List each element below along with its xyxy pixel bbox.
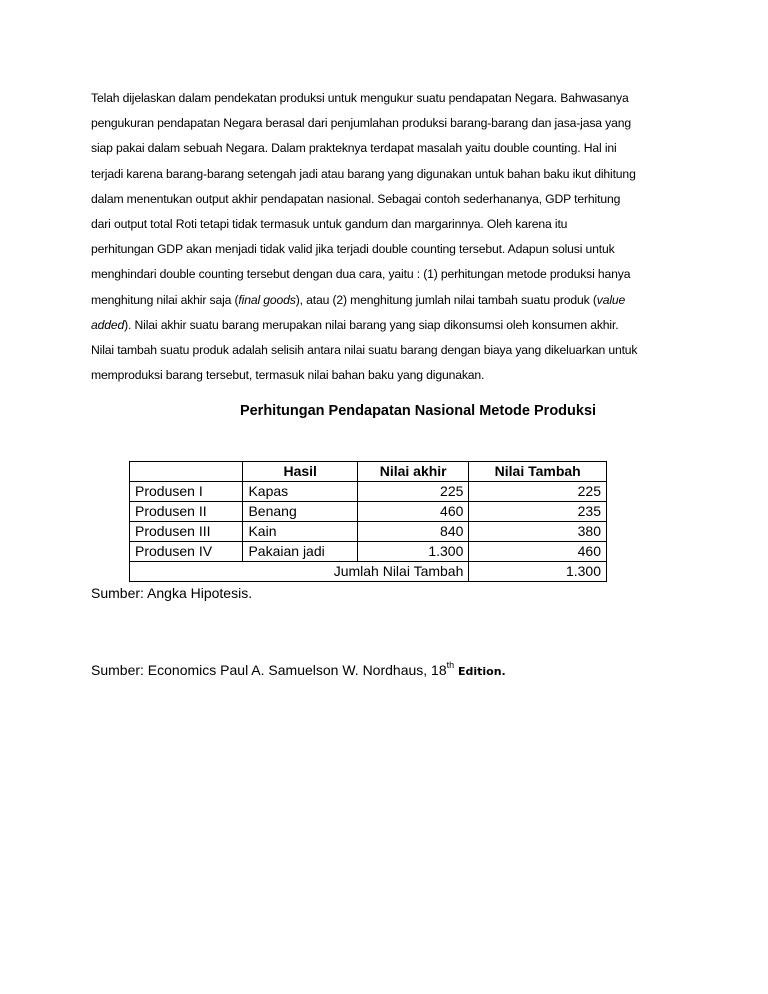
table-cell: 840 bbox=[357, 522, 468, 542]
table-row bbox=[130, 502, 607, 522]
header-cell: Hasil bbox=[243, 462, 357, 482]
italic-term: final goods bbox=[238, 292, 296, 307]
italic-term: added bbox=[91, 317, 125, 332]
paragraph-text: ). Nilai akhir suatu barang merupakan nilai barang yang siap dikonsumsi oleh konsumen akhir. bbox=[124, 317, 619, 332]
table-cell: 1.300 bbox=[357, 542, 468, 562]
table-row bbox=[130, 542, 607, 562]
table-cell: 460 bbox=[469, 542, 607, 562]
source-note: Sumber: Angka Hipotesis. bbox=[91, 585, 253, 601]
source-citation bbox=[91, 662, 506, 678]
table-cell: Kain bbox=[243, 522, 357, 542]
total-value: 1.300 bbox=[469, 562, 607, 582]
table-total-row bbox=[130, 562, 607, 582]
total-label: Jumlah Nilai Tambah bbox=[130, 562, 469, 582]
paragraph-line: Nilai tambah suatu produk adalah selisih antara nilai suatu barang dengan biaya yang dikeluarkan untuk bbox=[91, 343, 638, 358]
paragraph-line bbox=[91, 288, 691, 313]
citation-text: Sumber: Economics Paul A. Samuelson W. Nordhaus, 18 bbox=[91, 662, 447, 678]
paragraph-line: siap pakai dalam sebuah Negara. Dalam prakteknya terdapat masalah yaitu double counting. Hal ini bbox=[91, 141, 617, 156]
paragraph-line: memproduksi barang tersebut, termasuk nilai bahan baku yang digunakan. bbox=[91, 368, 485, 383]
paragraph-line: dalam menentukan output akhir pendapatan nasional. Sebagai contoh sederhananya, GDP terhitung bbox=[91, 191, 621, 206]
table-cell: 380 bbox=[469, 522, 607, 542]
header-cell: Nilai Tambah bbox=[469, 462, 607, 482]
table-title: Perhitungan Pendapatan Nasional Metode Produksi bbox=[239, 403, 597, 419]
table-cell: 235 bbox=[469, 502, 607, 522]
edition-text: Edition. bbox=[454, 665, 506, 678]
table-cell: Benang bbox=[243, 502, 357, 522]
paragraph-line: terjadi karena barang-barang setengah jadi atau barang yang digunakan untuk bahan baku ikut dihitung bbox=[91, 166, 636, 181]
table-cell: Produsen I bbox=[130, 482, 243, 502]
production-table bbox=[129, 461, 607, 582]
paragraph-line: pengukuran pendapatan Negara berasal dari penjumlahan produksi barang-barang dan jasa-jasa yang bbox=[91, 116, 631, 131]
table-cell: Produsen IV bbox=[130, 542, 243, 562]
ordinal-suffix: th bbox=[446, 660, 455, 670]
table-row bbox=[130, 482, 607, 502]
header-cell bbox=[130, 462, 243, 482]
table-cell: Kapas bbox=[243, 482, 357, 502]
table-cell: Pakaian jadi bbox=[243, 542, 357, 562]
table-cell: 460 bbox=[357, 502, 468, 522]
table-row bbox=[130, 522, 607, 542]
paragraph-text: menghitung nilai akhir saja ( bbox=[91, 292, 239, 307]
header-cell: Nilai akhir bbox=[357, 462, 468, 482]
table-cell: 225 bbox=[357, 482, 468, 502]
paragraph-line bbox=[91, 313, 691, 338]
paragraph-text: ), atau (2) menghitung jumlah nilai tambah suatu produk ( bbox=[295, 292, 597, 307]
table-cell: Produsen III bbox=[130, 522, 243, 542]
paragraph-line: Telah dijelaskan dalam pendekatan produksi untuk mengukur suatu pendapatan Negara. Bahwasanya bbox=[91, 91, 629, 105]
body-paragraph bbox=[91, 86, 691, 388]
table-header-row bbox=[130, 462, 607, 482]
table-cell: 225 bbox=[469, 482, 607, 502]
paragraph-line: menghindari double counting tersebut dengan dua cara, yaitu : (1) perhitungan metode produksi hanya bbox=[91, 267, 631, 282]
paragraph-line: dari output total Roti tetapi tidak termasuk untuk gandum dan margarinnya. Oleh karena itu bbox=[91, 217, 568, 232]
table-cell: Produsen II bbox=[130, 502, 243, 522]
italic-term: value bbox=[596, 292, 626, 307]
paragraph-line: perhitungan GDP akan menjadi tidak valid jika terjadi double counting tersebut. Adapun solusi untuk bbox=[91, 242, 615, 257]
